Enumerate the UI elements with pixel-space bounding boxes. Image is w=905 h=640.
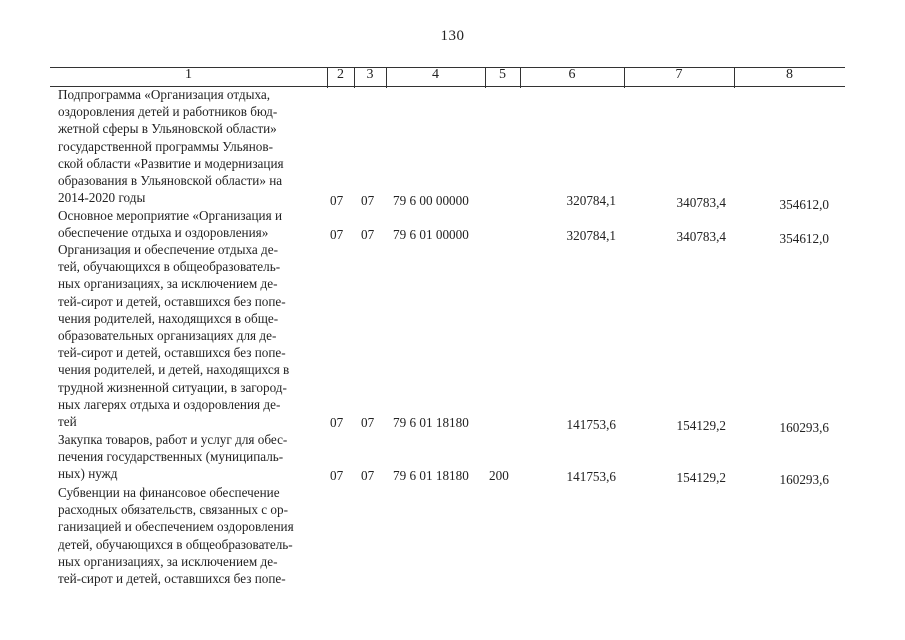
description-line: ных организациях, за исключением де- — [58, 276, 278, 292]
cell-amount-col7: 340783,4 — [676, 195, 726, 210]
cell-subsection: 07 — [361, 227, 375, 242]
cell-section: 07 — [330, 415, 344, 430]
description-line: образования в Ульяновской области» на — [58, 173, 283, 189]
description-line: ской области «Развитие и модернизация — [58, 155, 284, 171]
description-line: тей-сирот и детей, оставшихся без попе- — [58, 571, 286, 587]
description-line: 2014-2020 годы — [58, 190, 146, 206]
header-col-6: 6 — [568, 67, 576, 82]
cell-section: 07 — [330, 227, 344, 242]
cell-amount-col8: 160293,6 — [779, 420, 829, 435]
header-col-7: 7 — [675, 67, 683, 82]
cell-section: 07 — [330, 468, 344, 483]
header-col-2: 2 — [337, 67, 344, 82]
description-line: ных лагерях отдыха и оздоровления де- — [58, 396, 281, 412]
description-line: оздоровления детей и работников бюд- — [58, 104, 278, 120]
header-col-5: 5 — [499, 67, 506, 82]
description-line: тей-сирот и детей, оставшихся без попе- — [58, 345, 286, 361]
row-description — [58, 207, 323, 241]
cell-amount-col7: 154129,2 — [676, 418, 726, 433]
row-description — [58, 431, 323, 483]
description-line: тей, обучающихся в общеобразователь- — [58, 259, 281, 275]
cell-target-article: 79 6 01 00000 — [393, 227, 469, 242]
cell-amount-col8: 160293,6 — [779, 472, 829, 487]
description-line: чения родителей, находящихся в обще- — [58, 310, 279, 326]
description-line: печения государственных (муниципаль- — [58, 449, 284, 465]
cell-amount-col6: 320784,1 — [566, 193, 616, 208]
header-col-4: 4 — [432, 67, 439, 82]
description-line: детей, обучающихся в общеобразователь- — [58, 536, 293, 552]
header-col-3: 3 — [366, 67, 374, 82]
cell-expense-type: 200 — [489, 468, 509, 483]
cell-amount-col8: 354612,0 — [779, 197, 829, 212]
description-line: образовательных организациях для де- — [58, 328, 277, 344]
description-line: трудной жизненной ситуации, в загород- — [58, 379, 287, 395]
description-line: тей-сирот и детей, оставшихся без попе- — [58, 293, 286, 309]
description-line: Подпрограмма «Организация отдыха, — [58, 87, 271, 102]
cell-subsection: 07 — [361, 415, 375, 430]
cell-amount-col6: 320784,1 — [566, 228, 616, 243]
description-line: Субвенции на финансовое обеспечение — [58, 485, 280, 500]
cell-section: 07 — [330, 193, 344, 208]
description-line: ганизацией и обеспечением оздоровления — [58, 519, 294, 535]
cell-amount-col6: 141753,6 — [566, 417, 616, 432]
description-line: обеспечение отдыха и оздоровления» — [58, 225, 269, 241]
cell-amount-col7: 154129,2 — [676, 470, 726, 485]
description-line: чения родителей, и детей, находящихся в — [58, 362, 290, 378]
cell-target-article: 79 6 01 18180 — [393, 468, 469, 483]
description-line: Закупка товаров, работ и услуг для обес- — [58, 432, 288, 447]
header-col-1: 1 — [185, 67, 192, 82]
cell-subsection: 07 — [361, 193, 375, 208]
cell-target-article: 79 6 00 00000 — [393, 193, 469, 208]
cell-amount-col6: 141753,6 — [566, 469, 616, 484]
description-line: ных) нужд — [58, 466, 118, 482]
row-description — [58, 241, 323, 430]
description-line: расходных обязательств, связанных с ор- — [58, 502, 288, 518]
cell-amount-col8: 354612,0 — [779, 231, 829, 246]
description-line: Организация и обеспечение отдыха де- — [58, 242, 278, 257]
description-line: государственной программы Ульянов- — [58, 138, 274, 154]
header-col-8: 8 — [786, 67, 793, 82]
description-line: жетной сферы в Ульяновской области» — [58, 121, 277, 137]
cell-target-article: 79 6 01 18180 — [393, 415, 469, 430]
cell-subsection: 07 — [361, 468, 375, 483]
description-line: тей — [58, 414, 77, 430]
cell-amount-col7: 340783,4 — [676, 229, 726, 244]
page-number: 130 — [440, 28, 465, 44]
row-description — [58, 484, 323, 587]
description-line: ных организациях, за исключением де- — [58, 553, 278, 569]
row-description — [58, 86, 323, 206]
description-line: Основное мероприятие «Организация и — [58, 208, 283, 223]
